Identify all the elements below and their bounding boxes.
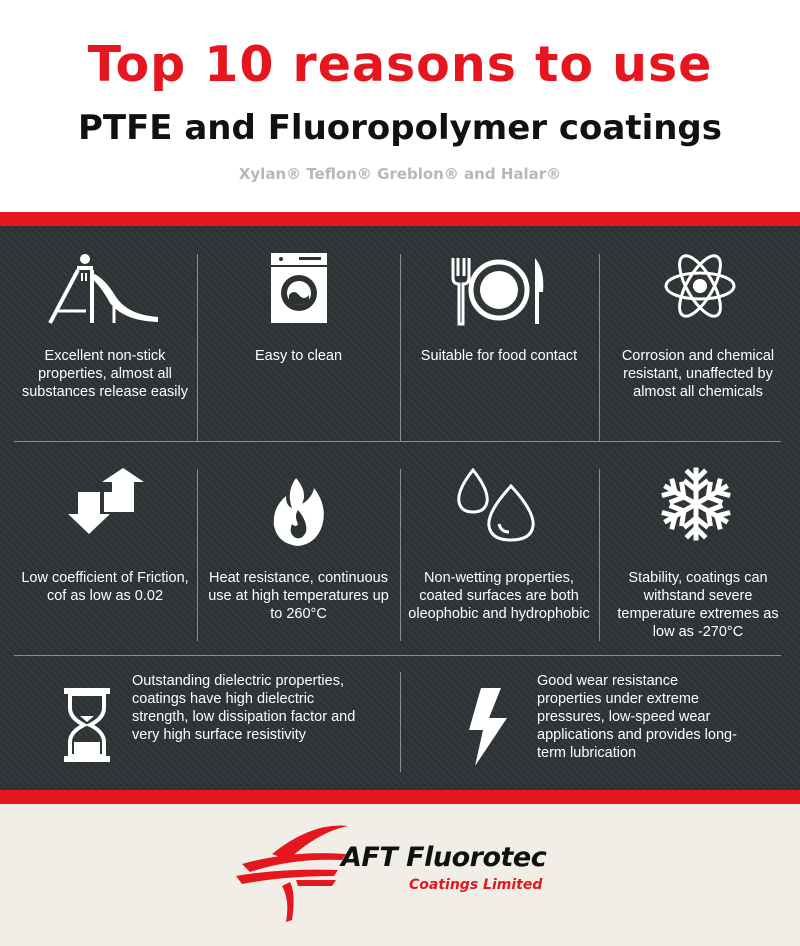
reason-item <box>405 444 593 644</box>
reasons-panel <box>0 226 800 790</box>
flame-icon <box>272 478 326 551</box>
reason-item <box>20 226 190 438</box>
playground-slide-icon <box>42 251 162 336</box>
reason-text: Non-wetting properties, coated surfaces are both oleophobic and hydrophobic <box>408 570 590 622</box>
reason-item <box>206 444 391 644</box>
reason-item <box>20 444 190 644</box>
top-red-bar <box>0 212 800 226</box>
hourglass-icon <box>64 688 110 767</box>
lightning-bolt-icon <box>467 688 509 771</box>
reason-text: Low coefficient of Friction, cof as low as 0.02 <box>21 570 189 604</box>
reason-text: Easy to clean <box>254 348 343 364</box>
divider <box>400 672 401 772</box>
reason-text: Heat resistance, continuous use at high temperatures up to 260°C <box>208 570 389 622</box>
brand-list: Xylan® Teflon® Greblon® and Halar® <box>238 165 562 183</box>
divider <box>197 469 198 641</box>
page-title: Top 10 reasons to use <box>87 36 713 93</box>
up-down-arrows-icon <box>68 468 144 543</box>
washing-machine-icon <box>269 251 329 330</box>
divider <box>400 469 401 641</box>
snowflake-icon <box>658 466 734 547</box>
reason-text: Good wear resistance properties under extreme pressures, low-speed wear applications and provides long-term lubrication <box>537 673 737 761</box>
reason-item <box>206 226 391 438</box>
plate-cutlery-icon <box>449 256 549 331</box>
reason-text: Corrosion and chemical resistant, unaffected by almost all chemicals <box>621 348 775 400</box>
brand-name: AFT Fluorotec <box>341 842 547 873</box>
reason-text: Stability, coatings can withstand severe temperature extremes as low as -270°C <box>617 570 779 640</box>
divider <box>14 441 781 442</box>
reason-text: Outstanding dielectric properties, coatings have high dielectric strength, low dissipation factor and very high surface resistivity <box>132 673 356 743</box>
divider <box>599 469 600 641</box>
divider <box>599 254 600 442</box>
header <box>0 0 800 212</box>
reason-item <box>608 444 788 644</box>
reason-item <box>405 666 790 776</box>
atom-icon <box>662 248 738 329</box>
divider <box>400 254 401 442</box>
footer <box>0 804 800 946</box>
aft-logo-icon <box>232 816 352 931</box>
reason-item <box>608 226 788 438</box>
reason-text: Suitable for food contact <box>420 348 578 364</box>
reason-item <box>405 226 593 438</box>
page-subtitle: PTFE and Fluoropolymer coatings <box>77 108 723 148</box>
reason-text: Excellent non-stick properties, almost all substances release easily <box>21 348 189 400</box>
divider <box>197 254 198 442</box>
divider <box>14 655 781 656</box>
bottom-red-bar <box>0 790 800 804</box>
water-drops-icon <box>455 468 545 549</box>
reason-item <box>20 666 400 776</box>
brand-sub: Coatings Limited <box>409 877 543 893</box>
